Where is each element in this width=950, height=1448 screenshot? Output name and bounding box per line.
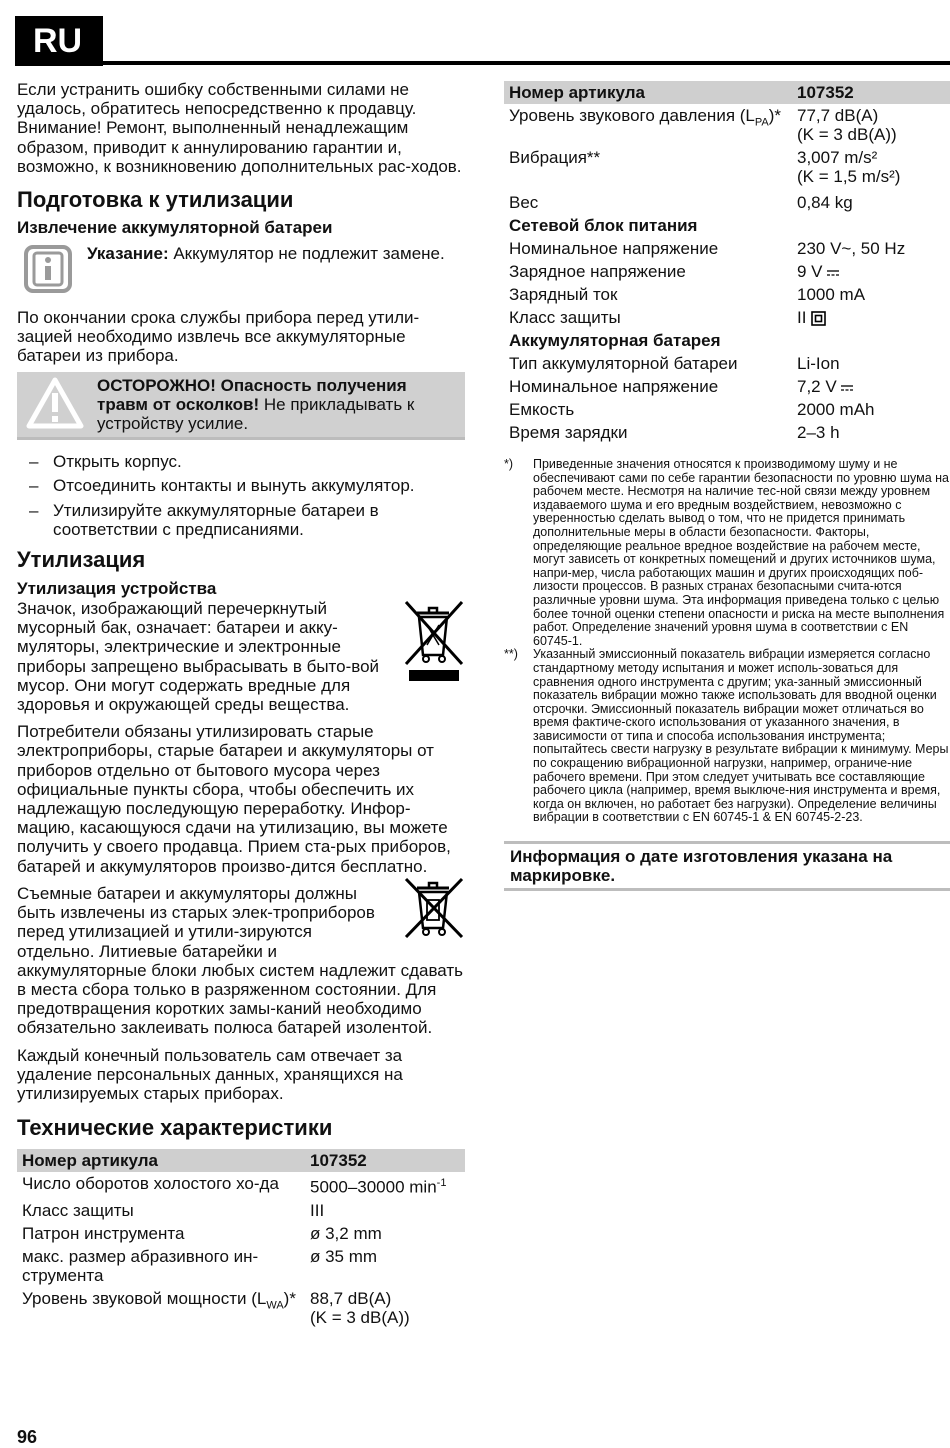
section-heading: Аккумуляторная батарея (509, 331, 721, 350)
table-row (17, 1287, 465, 1329)
spec-table-right (504, 81, 950, 444)
table-row (504, 104, 950, 146)
crossed-bin-icon (403, 599, 465, 683)
spec-value: Li-Ion (797, 354, 840, 373)
header-cell: 107352 (792, 81, 950, 104)
spec-value: 7,2 V (792, 375, 950, 398)
spec-value: ø 35 mm (310, 1246, 378, 1266)
spec-value: 230 V~, 50 Hz (797, 239, 906, 258)
note-text: Указание: Аккумулятор не подлежит замене. (87, 244, 445, 264)
spec-key: Номинальное напряжение (509, 377, 719, 396)
disposal-paragraph-3: Съемные батареи и аккумуляторы должны быть извлечены из старых элек-троприборов перед утилизацией и утили-зируются отдельно. Литиевые батарейки и аккумуляторные блоки любых систем надлежит сдавать в места сбора только в разряженном состоянии. Для предотвращения коротких замы-каний необходимо обязательно заклеивать полюса батарей изолентой. (17, 883, 464, 1038)
header-cell: 107352 (305, 1149, 465, 1172)
table-row (504, 283, 950, 306)
heading-battery-removal: Извлечение аккумуляторной батареи (17, 218, 333, 238)
footnote-mark: **) (504, 647, 518, 662)
intro-paragraph: Если устранить ошибку собственными силами не удалось, обратитесь непосредственно к продавцу. Внимание! Ремонт, выполненный ненадлежащим образом, приводит к аннулированию гарантии и, возможно, к возникновению дополнительных рас-ходов. (17, 80, 462, 176)
manufacture-date-note: Информация о дате изготовления указана на маркировке. (504, 841, 950, 891)
spec-key: Номинальное напряжение (509, 239, 719, 258)
table-row (17, 1245, 465, 1287)
list-item: – Отсоединить контакты и вынуть аккумулятор. (17, 476, 465, 495)
table-row (504, 237, 950, 260)
warning-block (17, 372, 465, 441)
table-row (504, 188, 950, 214)
note-block (17, 244, 465, 294)
heading-device-disposal: Утилизация устройства (17, 579, 217, 599)
section-heading: Сетевой блок питания (509, 216, 698, 235)
spec-key: Вес (509, 193, 539, 212)
page-number: 96 (17, 1427, 38, 1447)
removal-steps (17, 452, 465, 539)
disposal-paragraph-4: Каждый конечный пользователь сам отвечает за удаление персональных данных, хранящихся на утилизируемых старых приборах. (17, 1045, 403, 1103)
footnote-mark: *) (504, 457, 514, 471)
class-ii-square-icon (811, 311, 826, 326)
spec-value: 9 V (792, 260, 950, 283)
spec-value: 88,7 dB(A) (K = 3 dB(A)) (310, 1288, 410, 1327)
disposal-paragraph-1: Значок, изображающий перечеркнутый мусорный бак, означает: батареи и акку-муляторы, электрические и электронные приборы запрещено выбрасывать в быто-вой мусор. Они могут содержать вредные для здоровья и окружающей среды вещества. (17, 599, 380, 715)
spec-key: Зарядный ток (509, 285, 618, 304)
language-tab: RU (15, 16, 103, 66)
table-row (17, 1222, 465, 1245)
footnotes (504, 458, 950, 825)
info-icon (23, 244, 73, 294)
spec-value: 77,7 dB(A) (K = 3 dB(A)) (797, 106, 897, 144)
table-header-row (504, 81, 950, 104)
heading-disposal-prep: Подготовка к утилизации (17, 187, 294, 213)
table-row (504, 375, 950, 398)
table-row (17, 1199, 465, 1222)
spec-key: Уровень звукового давления $(L_{PA})*$ (509, 106, 782, 129)
left-column (17, 80, 465, 1329)
section-row (504, 214, 950, 237)
spec-value: 2000 mAh (797, 400, 875, 419)
table-row (504, 260, 950, 283)
spec-key: Время зарядки (509, 423, 628, 442)
heading-disposal: Утилизация (17, 547, 146, 573)
spec-value: 2–3 h (797, 423, 840, 442)
dc-symbol-icon (841, 383, 853, 393)
list-item: – Открыть корпус. (17, 452, 465, 471)
spec-key: Вибрация** (509, 148, 601, 167)
spec-key: Число оборотов холостого хо-да (22, 1174, 279, 1194)
spec-key: Тип аккумуляторной батареи (509, 354, 738, 373)
table-row (17, 1172, 465, 1199)
spec-value: 0,84 kg (797, 193, 853, 212)
spec-value: 1000 mA (797, 285, 866, 304)
spec-key: Патрон инструмента (22, 1223, 185, 1243)
removal-paragraph: По окончании срока службы прибора перед утили-зацией необходимо извлечь все аккумуляторные батареи из прибора. (17, 308, 420, 366)
table-row (504, 398, 950, 421)
heading-tech-specs: Технические характеристики (17, 1115, 333, 1141)
spec-key: Класс защиты (509, 308, 621, 327)
spec-key: Класс защиты (22, 1200, 134, 1220)
spec-value: II (792, 306, 950, 329)
table-row (504, 306, 950, 329)
spec-key: Емкость (509, 400, 575, 419)
table-header-row (17, 1149, 465, 1172)
spec-value: 5000–30000 $\min^{-1}$ (310, 1177, 447, 1197)
footnote-vibration (504, 648, 950, 825)
spec-value: 3,007 m/s² (K = 1,5 m/s²) (797, 148, 901, 186)
header-cell: Номер артикула (504, 81, 792, 104)
header-cell: Номер артикула (17, 1149, 305, 1172)
table-row (504, 352, 950, 375)
right-column (504, 81, 950, 891)
spec-key: макс. размер абразивного ин-струмента (22, 1246, 259, 1285)
table-row (504, 421, 950, 444)
list-item: – Утилизируйте аккумуляторные батареи в соответствии с предписаниями. (17, 501, 465, 539)
spec-key: Зарядное напряжение (509, 262, 686, 281)
spec-key: Уровень звуковой мощности $(L_{WA})*$ (22, 1288, 296, 1312)
dc-symbol-icon (827, 268, 839, 278)
spec-table-left (17, 1149, 465, 1329)
disposal-paragraph-2: Потребители обязаны утилизировать старые электроприборы, старые батареи и аккумуляторы от приборов отдельно от бытового мусора через официальные пункты сбора, чтобы обеспечить их надлежащую последующую переработку. Инфор-мацию, касающуюся сдачи на утилизацию, вы можете получить у своего продавца. Прием ста-рых приборов, батарей и аккумуляторов произво-дится бесплатно. (17, 722, 451, 876)
spec-value: ø 3,2 mm (310, 1223, 382, 1243)
warning-text: ОСТОРОЖНО! Опасность получения травм от осколков! Не прикладывать к устройству усилие. (97, 375, 415, 434)
footnote-noise (504, 458, 950, 648)
spec-value: III (310, 1200, 325, 1220)
table-row (504, 146, 950, 188)
footnote-text: Приведенные значения относятся к производимому шуму и не обеспечивают сами по себе гарантии безопасности по уровню шума на рабочем месте. Несмотря на наличие тес-ной связи между уровнем издаваемого шума и его вредным воздействием, невозможно с уверенностью сделать вывод о том, что не придется принимать дополнительные меры в области безопасности. Факторы, определяющие реальное вредное воздействие на рабочем месте, могут зависеть от конкретных помещений и других источников шума, напри-мер, числа работающих машин и других происходящих поб-лизости процессов. В разных странах безопасными счита-ются различные уровни шума. Эта информация приведена только с целью более точной оценки степени опасности и риска на месте выполнения работ. Определение значений уровня шума в соответствии с EN 60745-1. (533, 457, 949, 648)
section-row (504, 329, 950, 352)
crossed-bin-battery-icon (403, 876, 465, 938)
footnote-text: Указанный эмиссионный показатель вибрации измеряется согласно стандартному методу испытания и может исполь-зоваться для сравнения одного инструмента с другим; ука-занный эмиссионный показатель вибрации можно также использовать для вводной оценки отсрочки. Эмиссионный показатель вибрации может отличаться во время фактиче-ского использования от указанного значения, в зависимости от типа и способа использования инструмента; попытайтесь свести нагрузку в результате вибрации к минимуму. Меры по сокращению вибрационной нагрузки, например, ограниче-ние рабочего времени. При этом следует учитывать все составляющие рабочего цикла (например, время выключе-ния инструмента и время, когда он включен, но работает без нагрузки). Определение величины вибрации в соответствии с EN 60745-1 & EN 60745-2-23. (533, 647, 949, 825)
warning-triangle-icon (25, 376, 85, 430)
header-rule (15, 61, 950, 65)
